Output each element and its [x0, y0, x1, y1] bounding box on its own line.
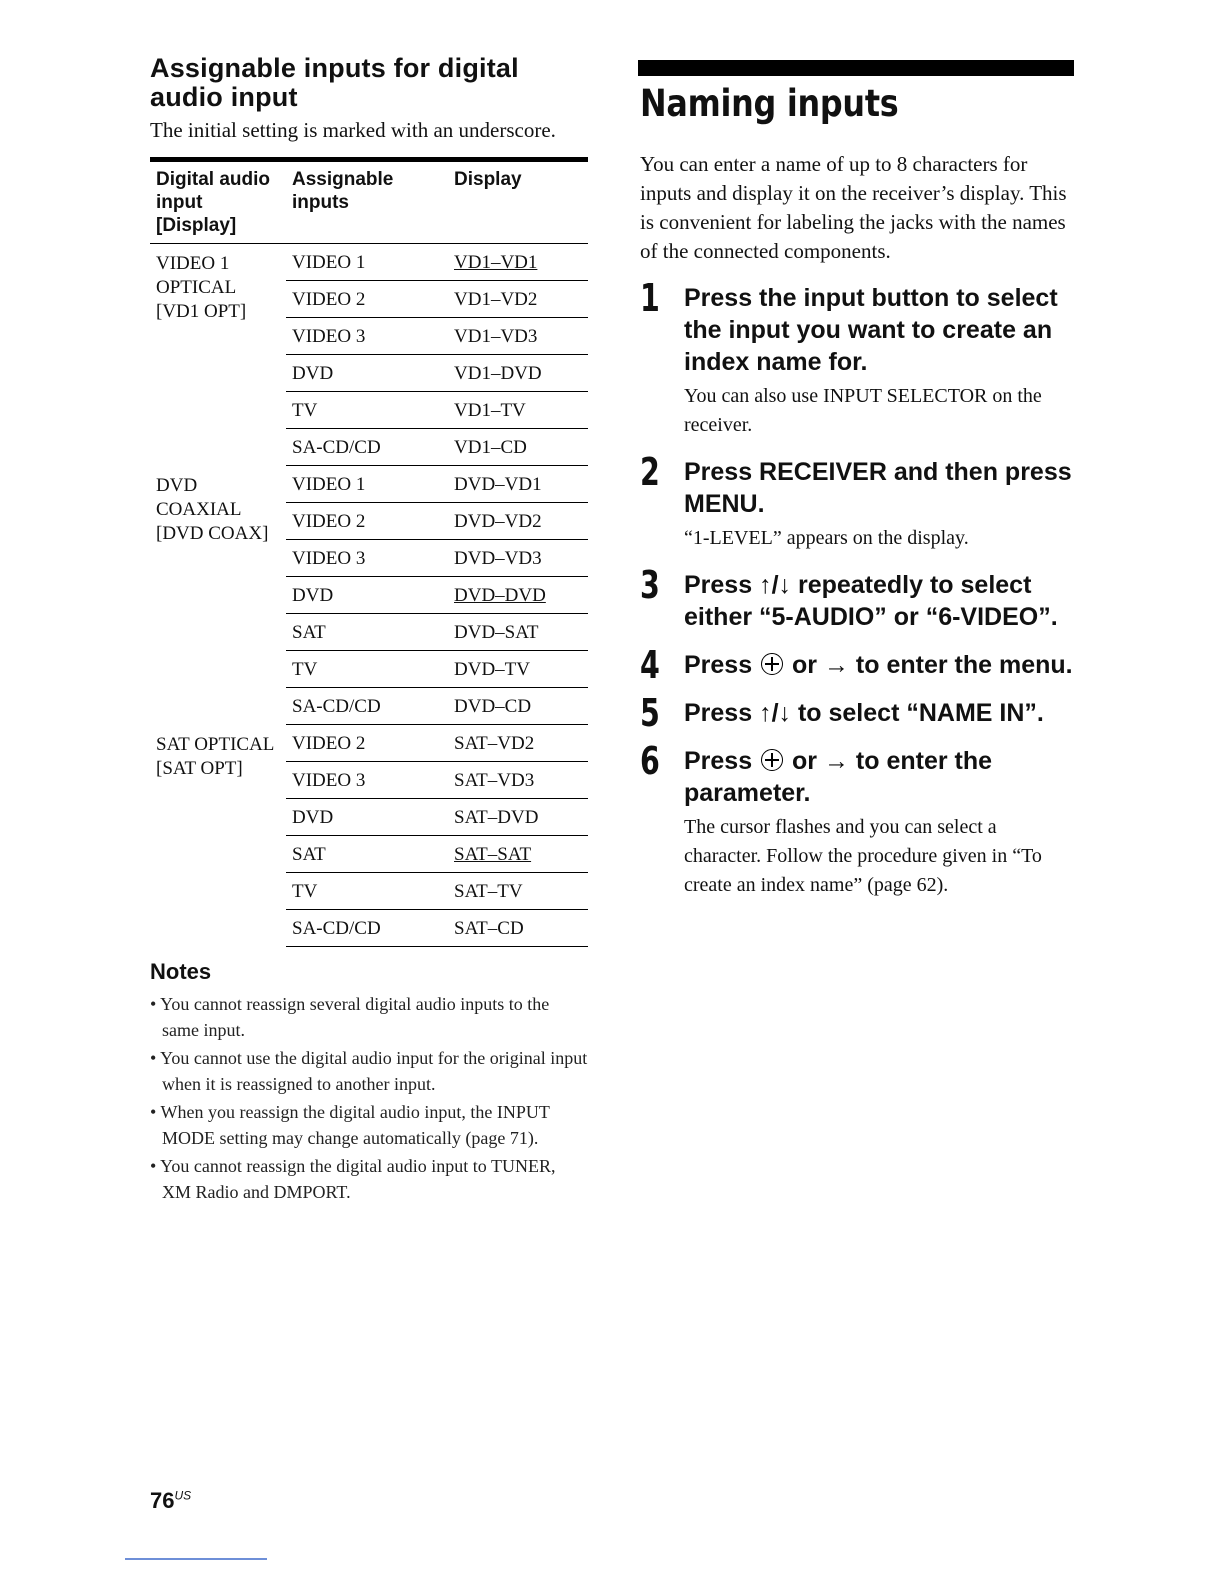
- assignable-input-cell: VIDEO 3: [286, 318, 448, 355]
- header-display: Display: [448, 160, 588, 244]
- display-cell: DVD–SAT: [448, 614, 588, 651]
- note-item: • You cannot use the digital audio input for the original input when it is reassigned to another input.: [150, 1048, 588, 1094]
- step-3: [638, 563, 1074, 633]
- display-cell: VD1–TV: [448, 392, 588, 429]
- table-row: [150, 244, 588, 281]
- page-number: $76^{US}$: [150, 1488, 192, 1513]
- assignable-input-cell: VIDEO 2: [286, 503, 448, 540]
- step-heading: Press ↑/↓ to select “NAME IN”.: [684, 699, 1044, 727]
- up-down-arrow-icon: ↑/↓: [759, 699, 792, 727]
- display-cell: DVD–VD2: [448, 503, 588, 540]
- step-number: 5: [640, 691, 660, 735]
- display-cell: DVD–VD1: [448, 466, 588, 503]
- step-body: You can also use INPUT SELECTOR on the receiver.: [684, 385, 1042, 436]
- assignable-inputs-table: [150, 157, 588, 947]
- header-digital-audio-input: Digital audio input [Display]: [150, 160, 286, 244]
- step-number: 6: [640, 739, 660, 783]
- assignable-input-cell: VIDEO 3: [286, 762, 448, 799]
- step-heading: Press ↑/↓ repeatedly to select either “5-AUDIO” or “6-VIDEO”.: [684, 571, 1058, 631]
- step-number: 1: [640, 276, 660, 320]
- notes-title: Notes: [150, 959, 212, 984]
- display-cell: SAT–DVD: [448, 799, 588, 836]
- assignable-input-cell: SAT: [286, 614, 448, 651]
- section-intro: The initial setting is marked with an underscore.: [150, 118, 556, 142]
- table-header-row: [150, 160, 588, 244]
- display-cell: SAT–CD: [448, 910, 588, 947]
- note-item: • You cannot reassign the digital audio input to TUNER, XM Radio and DMPORT.: [150, 1156, 556, 1202]
- footer-line: [125, 1558, 267, 1560]
- step-4: [638, 643, 1074, 687]
- note-item: • When you reassign the digital audio input, the INPUT MODE setting may change automatically (page 71).: [150, 1102, 550, 1148]
- display-cell: DVD–CD: [448, 688, 588, 725]
- display-cell: DVD–VD3: [448, 540, 588, 577]
- step-5: [638, 691, 1074, 735]
- digital-audio-input-cell: DVD COAXIAL [DVD COAX]: [156, 474, 269, 544]
- step-number: 3: [640, 563, 660, 607]
- enter-button-icon: [761, 749, 783, 771]
- step-heading: Press or → to enter the menu.: [684, 651, 1073, 679]
- step-body: The cursor flashes and you can select a character. Follow the procedure given in “To create an index name” (page 62).: [684, 816, 1042, 896]
- lead-paragraph: You can enter a name of up to 8 characters for inputs and display it on the receiver’s display. This is convenient for labeling the jacks with the names of the connected components.: [640, 152, 1067, 263]
- display-cell: VD1–VD2: [448, 281, 588, 318]
- enter-button-icon: [761, 653, 783, 675]
- assignable-input-cell: SAT: [286, 836, 448, 873]
- assignable-input-cell: SA-CD/CD: [286, 429, 448, 466]
- header-assignable-inputs: Assignable inputs: [286, 160, 448, 244]
- step-heading: Press RECEIVER and then press MENU.: [684, 458, 1072, 518]
- step-number: 4: [640, 643, 660, 687]
- step-body: “1-LEVEL” appears on the display.: [684, 527, 969, 549]
- notes-list: [150, 991, 588, 1205]
- display-cell: SAT–VD3: [448, 762, 588, 799]
- note-item: • You cannot reassign several digital audio inputs to the same input.: [150, 994, 550, 1040]
- display-cell-initial-setting: DVD–DVD: [448, 577, 588, 614]
- assignable-input-cell: VIDEO 1: [286, 244, 448, 281]
- right-arrow-icon: →: [823, 651, 849, 679]
- step-heading: Press the input button to select the input you want to create an index name for.: [684, 284, 1058, 376]
- display-cell: SAT–TV: [448, 873, 588, 910]
- step-6: [638, 739, 1074, 900]
- section-title: Assignable inputs for digital audio input: [150, 53, 519, 112]
- assignable-input-cell: TV: [286, 651, 448, 688]
- step-1: [638, 276, 1074, 440]
- assignable-input-cell: VIDEO 3: [286, 540, 448, 577]
- title-rule-bar: [638, 60, 1074, 76]
- table-body: [150, 244, 588, 947]
- step-2: [638, 450, 1074, 553]
- assignable-input-cell: VIDEO 1: [286, 466, 448, 503]
- right-column: [638, 60, 1074, 900]
- display-cell-initial-setting: SAT–SAT: [448, 836, 588, 873]
- display-cell: VD1–VD3: [448, 318, 588, 355]
- assignable-input-cell: VIDEO 2: [286, 725, 448, 762]
- step-heading: Press or → to enter the parameter.: [684, 747, 993, 807]
- display-cell: SAT–VD2: [448, 725, 588, 762]
- right-arrow-icon: →: [823, 747, 849, 775]
- assignable-input-cell: TV: [286, 873, 448, 910]
- left-column: [150, 54, 588, 1207]
- assignable-input-cell: SA-CD/CD: [286, 910, 448, 947]
- display-cell: DVD–TV: [448, 651, 588, 688]
- up-down-arrow-icon: ↑/↓: [759, 571, 792, 599]
- digital-audio-input-cell: SAT OPTICAL [SAT OPT]: [156, 733, 275, 779]
- assignable-input-cell: DVD: [286, 577, 448, 614]
- assignable-input-cell: DVD: [286, 799, 448, 836]
- table-row: [150, 466, 588, 503]
- assignable-input-cell: SA-CD/CD: [286, 688, 448, 725]
- display-cell-initial-setting: VD1–VD1: [448, 244, 588, 281]
- table-row: [150, 725, 588, 762]
- page-title: Naming inputs: [640, 82, 899, 125]
- display-cell: VD1–DVD: [448, 355, 588, 392]
- step-number: 2: [640, 450, 660, 494]
- assignable-input-cell: DVD: [286, 355, 448, 392]
- assignable-input-cell: TV: [286, 392, 448, 429]
- digital-audio-input-cell: VIDEO 1 OPTICAL [VD1 OPT]: [156, 253, 247, 322]
- assignable-input-cell: VIDEO 2: [286, 281, 448, 318]
- display-cell: VD1–CD: [448, 429, 588, 466]
